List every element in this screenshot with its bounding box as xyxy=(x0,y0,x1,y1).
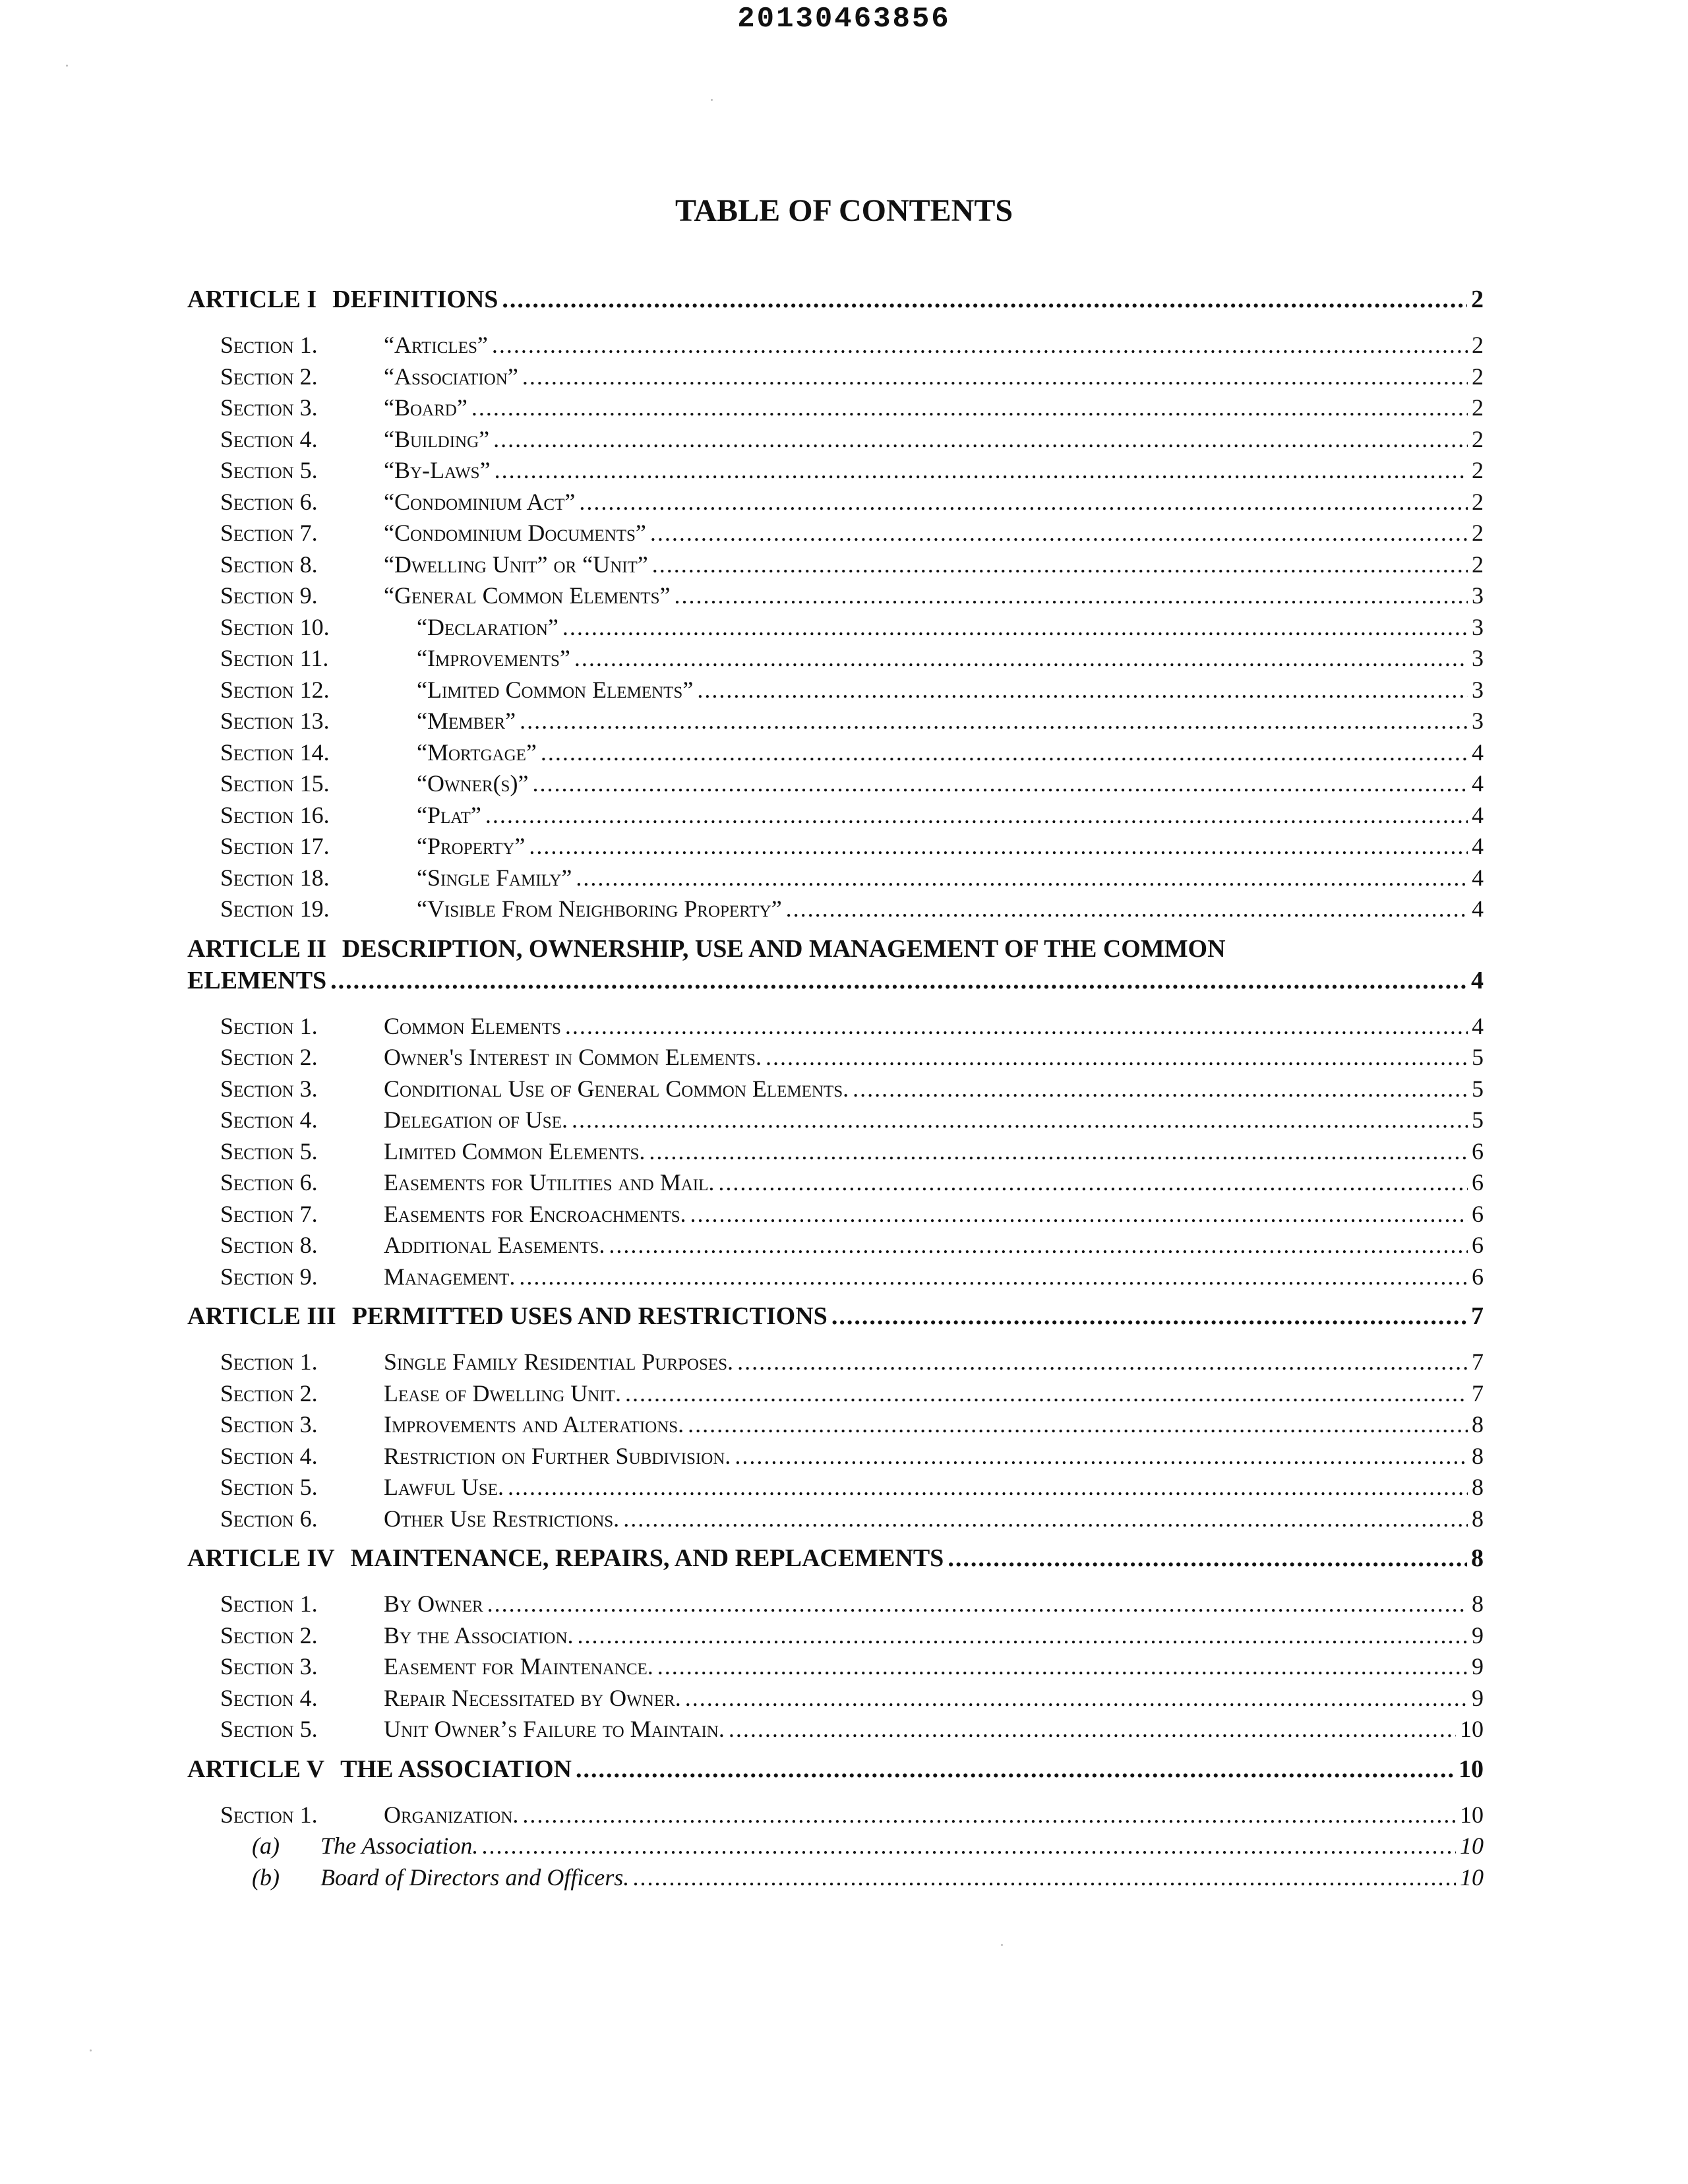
subsection-page-number: 10 xyxy=(1460,1864,1484,1891)
toc-section-entry[interactable] xyxy=(187,1409,1484,1441)
subsection-letter: (b) xyxy=(252,1864,280,1891)
toc-section-entry[interactable] xyxy=(187,330,1484,361)
section-title: Other Use Restrictions. xyxy=(384,1505,620,1532)
toc-section-entry[interactable] xyxy=(187,831,1484,863)
toc-section-entry[interactable] xyxy=(187,706,1484,737)
section-number: Section 10. xyxy=(220,613,330,640)
section-page-number: 6 xyxy=(1472,1169,1484,1196)
article-number: ARTICLE III xyxy=(187,1302,336,1330)
dot-leader xyxy=(657,1651,1468,1683)
section-number: Section 3. xyxy=(220,1653,318,1680)
article-heading-line xyxy=(187,933,1484,965)
section-page-number: 9 xyxy=(1472,1684,1484,1711)
dot-leader xyxy=(520,706,1468,737)
section-title: Unit Owner’s Failure to Maintain. xyxy=(384,1716,725,1742)
toc-subsection-entry[interactable] xyxy=(187,1831,1484,1862)
toc-section-entry[interactable] xyxy=(187,1230,1484,1261)
dot-leader xyxy=(576,863,1468,894)
section-title: “Association” xyxy=(384,363,518,390)
section-page-number: 8 xyxy=(1472,1442,1484,1469)
article-number: ARTICLE II xyxy=(187,934,326,963)
article-title-continued: ELEMENTS xyxy=(187,966,327,994)
article-title: DEFINITIONS xyxy=(332,286,498,313)
section-number: Section 5. xyxy=(220,1138,318,1165)
section-title: “Limited Common Elements” xyxy=(417,676,694,703)
toc-section-entry[interactable] xyxy=(187,455,1484,487)
section-number: Section 6. xyxy=(220,1169,318,1196)
section-number: Section 1. xyxy=(220,1012,318,1039)
section-page-number: 4 xyxy=(1472,770,1484,797)
section-page-number: 3 xyxy=(1472,708,1484,734)
toc-section-entry[interactable] xyxy=(187,1714,1484,1745)
toc-section-entry[interactable] xyxy=(187,1503,1484,1535)
section-number: Section 13. xyxy=(220,708,330,734)
section-number: Section 17. xyxy=(220,833,330,859)
section-number: Section 7. xyxy=(220,1200,318,1227)
toc-section-entry[interactable] xyxy=(187,1441,1484,1472)
section-title: Limited Common Elements. xyxy=(384,1138,646,1165)
dot-leader xyxy=(609,1230,1468,1261)
section-title: “Member” xyxy=(417,708,516,734)
section-number: Section 8. xyxy=(220,1232,318,1258)
toc-section-entry[interactable] xyxy=(187,1472,1484,1503)
dot-leader xyxy=(766,1042,1468,1074)
toc-section-entry[interactable] xyxy=(187,1651,1484,1683)
section-page-number: 8 xyxy=(1472,1591,1484,1617)
section-page-number: 4 xyxy=(1472,801,1484,828)
section-title: Easements for Encroachments. xyxy=(384,1200,686,1227)
section-number: Section 3. xyxy=(220,394,318,421)
toc-section-entry[interactable] xyxy=(187,800,1484,832)
toc-subsection-entry[interactable] xyxy=(187,1862,1484,1894)
dot-leader xyxy=(572,1105,1468,1136)
section-page-number: 5 xyxy=(1472,1075,1484,1102)
section-number: Section 9. xyxy=(220,582,318,609)
article-title: THE ASSOCIATION xyxy=(340,1755,572,1783)
section-number: Section 3. xyxy=(220,1075,318,1102)
dot-leader xyxy=(482,1831,1456,1862)
section-page-number: 2 xyxy=(1472,363,1484,390)
section-number: Section 8. xyxy=(220,551,318,578)
section-page-number: 3 xyxy=(1472,613,1484,640)
section-number: Section 4. xyxy=(220,1107,318,1133)
section-title: “Dwelling Unit” or “Unit” xyxy=(384,551,648,578)
dot-leader xyxy=(579,487,1468,518)
subsection-letter: (a) xyxy=(252,1833,280,1859)
section-number: Section 19. xyxy=(220,895,330,922)
toc-section-entry[interactable] xyxy=(187,1105,1484,1136)
section-number: Section 1. xyxy=(220,1349,318,1375)
dot-leader xyxy=(541,737,1468,769)
toc-section-entry[interactable] xyxy=(187,1620,1484,1652)
dot-leader xyxy=(690,1199,1468,1230)
dot-leader xyxy=(948,1542,1467,1574)
dot-leader xyxy=(471,392,1468,424)
section-page-number: 2 xyxy=(1472,457,1484,483)
dot-leader xyxy=(578,1620,1468,1652)
toc-article xyxy=(187,1753,1484,1894)
article-page-number: 7 xyxy=(1471,1302,1484,1330)
section-title: “Building” xyxy=(384,425,490,452)
subsection-page-number: 10 xyxy=(1460,1833,1484,1859)
section-title: Easements for Utilities and Mail. xyxy=(384,1169,715,1196)
article-number: ARTICLE IV xyxy=(187,1544,335,1572)
section-number: Section 6. xyxy=(220,1505,318,1532)
article-page-number: 2 xyxy=(1471,286,1484,313)
section-list xyxy=(187,1589,1484,1745)
toc-section-entry[interactable] xyxy=(187,392,1484,424)
toc-section-entry[interactable] xyxy=(187,863,1484,894)
toc-section-entry[interactable] xyxy=(187,1800,1484,1831)
dot-leader xyxy=(685,1683,1468,1714)
subsection-title: Board of Directors and Officers. xyxy=(320,1864,630,1891)
scan-speck xyxy=(1001,1944,1003,1946)
dot-leader xyxy=(623,1503,1468,1535)
section-number: Section 3. xyxy=(220,1411,318,1438)
section-title: Repair Necessitated by Owner. xyxy=(384,1684,681,1711)
section-page-number: 6 xyxy=(1472,1232,1484,1258)
toc-section-entry[interactable] xyxy=(187,737,1484,769)
section-page-number: 6 xyxy=(1472,1138,1484,1165)
dot-leader xyxy=(495,455,1468,487)
article-heading[interactable] xyxy=(187,933,1484,996)
section-number: Section 5. xyxy=(220,457,318,483)
section-number: Section 7. xyxy=(220,520,318,546)
dot-leader xyxy=(562,612,1468,644)
section-title: Lawful Use. xyxy=(384,1474,504,1500)
section-page-number: 8 xyxy=(1472,1474,1484,1500)
section-number: Section 6. xyxy=(220,488,318,515)
toc-section-entry[interactable] xyxy=(187,1074,1484,1105)
dot-leader xyxy=(532,768,1468,800)
section-title: Owner's Interest in Common Elements. xyxy=(384,1044,762,1070)
toc-section-entry[interactable] xyxy=(187,894,1484,925)
section-title: Additional Easements. xyxy=(384,1232,605,1258)
toc-section-entry[interactable] xyxy=(187,768,1484,800)
dot-leader xyxy=(485,800,1468,832)
section-title: “Owner(s)” xyxy=(417,770,529,797)
article-title: DESCRIPTION, OWNERSHIP, USE AND MANAGEMENT OF THE COMMON xyxy=(342,934,1226,963)
article-title: MAINTENANCE, REPAIRS, AND REPLACEMENTS xyxy=(350,1544,944,1572)
section-page-number: 9 xyxy=(1472,1622,1484,1649)
toc-article xyxy=(187,1542,1484,1745)
article-number: ARTICLE I xyxy=(187,286,317,313)
section-page-number: 10 xyxy=(1460,1716,1484,1742)
toc-article xyxy=(187,1300,1484,1534)
section-page-number: 4 xyxy=(1472,864,1484,891)
section-title: “Declaration” xyxy=(417,613,558,640)
section-title: By Owner xyxy=(384,1591,483,1617)
toc-article xyxy=(187,284,1484,925)
document-number: 20130463856 xyxy=(737,3,951,36)
dot-leader xyxy=(735,1441,1468,1472)
section-title: Delegation of Use. xyxy=(384,1107,568,1133)
article-number: ARTICLE V xyxy=(187,1755,325,1783)
scan-speck xyxy=(66,65,68,67)
section-page-number: 5 xyxy=(1472,1107,1484,1133)
dot-leader xyxy=(493,424,1468,456)
section-title: Management. xyxy=(384,1263,516,1290)
toc-section-entry[interactable] xyxy=(187,1042,1484,1074)
section-number: Section 16. xyxy=(220,801,330,828)
section-page-number: 2 xyxy=(1472,394,1484,421)
section-page-number: 2 xyxy=(1472,551,1484,578)
dot-leader xyxy=(718,1167,1468,1199)
section-title: “Condominium Act” xyxy=(384,488,576,515)
section-title: “Articles” xyxy=(384,332,488,358)
section-title: Single Family Residential Purposes. xyxy=(384,1349,734,1375)
section-title: “Property” xyxy=(417,833,526,859)
section-number: Section 9. xyxy=(220,1263,318,1290)
dot-leader xyxy=(625,1378,1468,1410)
toc-section-entry[interactable] xyxy=(187,549,1484,581)
toc-section-entry[interactable] xyxy=(187,1167,1484,1199)
article-page-number: 10 xyxy=(1459,1755,1484,1783)
scan-speck xyxy=(711,99,713,101)
section-title: “Visible From Neighboring Property” xyxy=(417,895,782,922)
dot-leader xyxy=(633,1862,1456,1894)
section-number: Section 1. xyxy=(220,1801,318,1828)
toc-section-entry[interactable] xyxy=(187,1261,1484,1293)
section-number: Section 4. xyxy=(220,1442,318,1469)
dot-leader xyxy=(831,1300,1467,1332)
section-list xyxy=(187,1347,1484,1534)
section-number: Section 18. xyxy=(220,864,330,891)
section-page-number: 7 xyxy=(1472,1349,1484,1375)
section-page-number: 2 xyxy=(1472,332,1484,358)
dot-leader xyxy=(508,1472,1468,1503)
toc-section-entry[interactable] xyxy=(187,1378,1484,1410)
toc-article xyxy=(187,933,1484,1293)
section-page-number: 3 xyxy=(1472,676,1484,703)
toc-section-entry[interactable] xyxy=(187,361,1484,393)
section-title: “Single Family” xyxy=(417,864,572,891)
section-title: Easement for Maintenance. xyxy=(384,1653,653,1680)
section-page-number: 5 xyxy=(1472,1044,1484,1070)
dot-leader xyxy=(853,1074,1468,1105)
section-title: Organization. xyxy=(384,1801,519,1828)
section-title: “Mortgage” xyxy=(417,739,537,766)
toc-section-entry[interactable] xyxy=(187,424,1484,456)
dot-leader xyxy=(529,831,1468,863)
dot-leader xyxy=(502,284,1467,315)
section-number: Section 1. xyxy=(220,1591,318,1617)
dot-leader xyxy=(565,1011,1468,1043)
section-page-number: 3 xyxy=(1472,582,1484,609)
section-number: Section 5. xyxy=(220,1716,318,1742)
article-heading[interactable] xyxy=(187,284,1484,315)
article-title: PERMITTED USES AND RESTRICTIONS xyxy=(351,1302,828,1330)
section-title: Improvements and Alterations. xyxy=(384,1411,684,1438)
section-page-number: 3 xyxy=(1472,645,1484,671)
section-number: Section 2. xyxy=(220,1380,318,1407)
section-title: “Plat” xyxy=(417,801,481,828)
toc-section-entry[interactable] xyxy=(187,1199,1484,1230)
dot-leader xyxy=(650,518,1468,549)
section-title: “By-Laws” xyxy=(384,457,491,483)
dot-leader xyxy=(522,1800,1456,1831)
toc-section-entry[interactable] xyxy=(187,518,1484,549)
dot-leader xyxy=(674,580,1468,612)
dot-leader xyxy=(688,1409,1468,1441)
section-page-number: 2 xyxy=(1472,488,1484,515)
toc-section-entry[interactable] xyxy=(187,675,1484,706)
section-page-number: 4 xyxy=(1472,895,1484,922)
section-page-number: 9 xyxy=(1472,1653,1484,1680)
article-heading-line xyxy=(187,965,1484,996)
section-number: Section 15. xyxy=(220,770,330,797)
section-number: Section 2. xyxy=(220,1622,318,1649)
section-page-number: 6 xyxy=(1472,1200,1484,1227)
toc-section-entry[interactable] xyxy=(187,612,1484,644)
section-list xyxy=(187,330,1484,925)
section-page-number: 6 xyxy=(1472,1263,1484,1290)
article-page-number: 4 xyxy=(1471,966,1484,994)
section-page-number: 8 xyxy=(1472,1505,1484,1532)
toc-section-entry[interactable] xyxy=(187,1683,1484,1714)
article-heading[interactable] xyxy=(187,1300,1484,1332)
dot-leader xyxy=(649,1136,1468,1168)
section-title: “General Common Elements” xyxy=(384,582,671,609)
section-number: Section 4. xyxy=(220,1684,318,1711)
section-title: “Improvements” xyxy=(417,645,570,671)
dot-leader xyxy=(729,1714,1456,1745)
dot-leader xyxy=(737,1347,1468,1378)
toc-section-entry[interactable] xyxy=(187,1347,1484,1378)
section-title: Restriction on Further Subdivision. xyxy=(384,1442,731,1469)
section-number: Section 14. xyxy=(220,739,330,766)
toc-section-entry[interactable] xyxy=(187,580,1484,612)
scan-speck xyxy=(90,2049,92,2051)
dot-leader xyxy=(697,675,1468,706)
section-title: Lease of Dwelling Unit. xyxy=(384,1380,621,1407)
dot-leader xyxy=(492,330,1468,361)
section-number: Section 4. xyxy=(220,425,318,452)
article-heading[interactable] xyxy=(187,1753,1484,1785)
section-page-number: 2 xyxy=(1472,425,1484,452)
section-title: By the Association. xyxy=(384,1622,574,1649)
section-list xyxy=(187,1011,1484,1293)
toc-section-entry[interactable] xyxy=(187,487,1484,518)
dot-leader xyxy=(330,965,1467,996)
section-page-number: 7 xyxy=(1472,1380,1484,1407)
section-title: Common Elements xyxy=(384,1012,561,1039)
dot-leader xyxy=(522,361,1468,393)
toc-section-entry[interactable] xyxy=(187,643,1484,675)
dot-leader xyxy=(786,894,1468,925)
table-of-contents xyxy=(187,284,1484,1901)
dot-leader xyxy=(574,643,1468,675)
section-page-number: 10 xyxy=(1460,1801,1484,1828)
section-number: Section 12. xyxy=(220,676,330,703)
section-page-number: 4 xyxy=(1472,1012,1484,1039)
section-number: Section 1. xyxy=(220,332,318,358)
section-page-number: 4 xyxy=(1472,833,1484,859)
dot-leader xyxy=(487,1589,1468,1620)
section-title: “Board” xyxy=(384,394,467,421)
subsection-title: The Association. xyxy=(320,1833,479,1859)
section-title: Conditional Use of General Common Elements. xyxy=(384,1075,849,1102)
section-title: “Condominium Documents” xyxy=(384,520,646,546)
toc-section-entry[interactable] xyxy=(187,1589,1484,1620)
section-page-number: 8 xyxy=(1472,1411,1484,1438)
section-number: Section 2. xyxy=(220,1044,318,1070)
page-title: TABLE OF CONTENTS xyxy=(675,193,1013,228)
section-number: Section 2. xyxy=(220,363,318,390)
dot-leader xyxy=(576,1753,1455,1785)
section-number: Section 11. xyxy=(220,645,329,671)
dot-leader xyxy=(519,1261,1468,1293)
section-page-number: 4 xyxy=(1472,739,1484,766)
dot-leader xyxy=(652,549,1468,581)
article-heading[interactable] xyxy=(187,1542,1484,1574)
section-list xyxy=(187,1800,1484,1894)
toc-section-entry[interactable] xyxy=(187,1136,1484,1168)
article-page-number: 8 xyxy=(1471,1544,1484,1572)
section-page-number: 2 xyxy=(1472,520,1484,546)
section-number: Section 5. xyxy=(220,1474,318,1500)
toc-section-entry[interactable] xyxy=(187,1011,1484,1043)
